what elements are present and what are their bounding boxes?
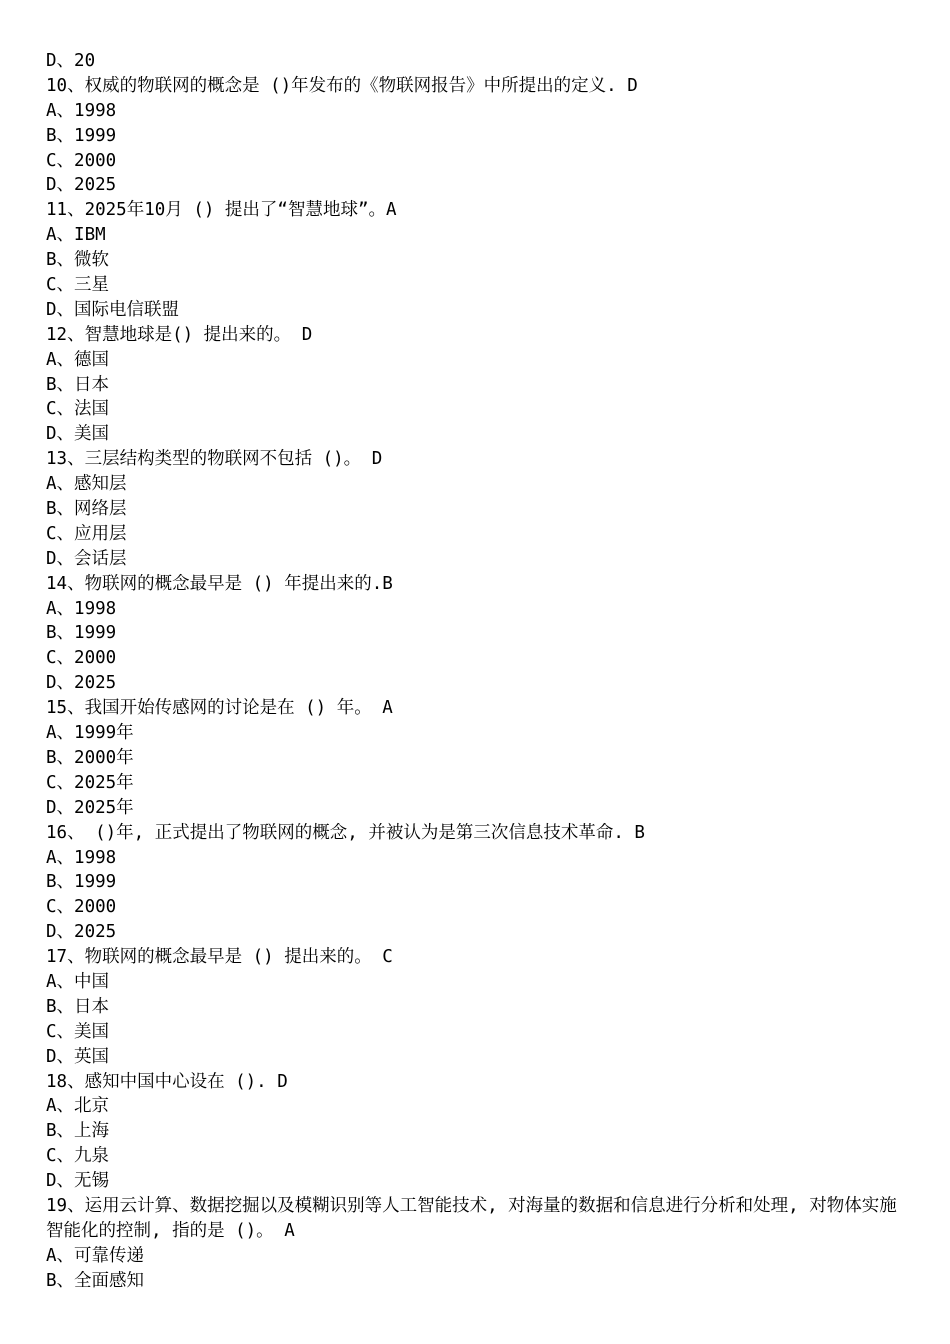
answer-option: A、可靠传递: [46, 1245, 145, 1266]
answer-option: C、2000: [46, 150, 117, 171]
answer-option: B、网络层: [46, 499, 127, 520]
answer-option: C、美国: [46, 1021, 110, 1042]
answer-option: D、20: [46, 51, 96, 71]
answer-option: D、2025: [46, 922, 117, 943]
answer-option: D、无锡: [46, 1171, 110, 1192]
answer-option: A、1998: [46, 598, 117, 619]
question-12: 12、智慧地球是() 提出来的。 D: [46, 324, 313, 345]
answer-option: B、日本: [46, 996, 110, 1017]
document-page: [46, 49, 906, 1294]
answer-option: B、上海: [46, 1121, 110, 1142]
answer-option: B、1999: [46, 872, 117, 893]
answer-option: B、2000年: [46, 747, 134, 768]
answer-option: D、会话层: [46, 548, 127, 569]
answer-option: C、2025年: [46, 772, 134, 793]
answer-option: A、感知层: [46, 474, 127, 495]
answer-option: B、全面感知: [46, 1270, 145, 1291]
answer-option: B、1999: [46, 623, 117, 644]
answer-option: A、1998: [46, 847, 117, 868]
question-18: 18、感知中国中心设在 (). D: [46, 1071, 288, 1092]
question-19: 19、运用云计算、数据挖掘以及模糊识别等人工智能技术, 对海量的数据和信息进行分析和处理, 对物体实施智能化的控制, 指的是 ()。 A: [46, 1195, 897, 1241]
answer-option: B、1999: [46, 125, 117, 146]
answer-option: D、2025: [46, 673, 117, 694]
question-10: 10、权威的物联网的概念是 ()年发布的《物联网报告》中所提出的定义. D: [46, 75, 638, 96]
answer-option: D、2025年: [46, 797, 134, 818]
answer-option: A、1999年: [46, 723, 134, 744]
question-11: 11、2025年10月 () 提出了“智慧地球”。A: [46, 200, 397, 221]
answer-option: B、微软: [46, 250, 110, 271]
answer-option: C、应用层: [46, 523, 127, 544]
question-14: 14、物联网的概念最早是 () 年提出来的.B: [46, 573, 393, 594]
question-17: 17、物联网的概念最早是 () 提出来的。 C: [46, 947, 393, 968]
answer-option: C、三星: [46, 275, 110, 296]
answer-option: C、2000: [46, 897, 117, 918]
answer-option: D、美国: [46, 424, 110, 445]
question-13: 13、三层结构类型的物联网不包括 ()。 D: [46, 449, 383, 470]
answer-option: C、九泉: [46, 1146, 110, 1167]
answer-option: A、IBM: [46, 225, 106, 246]
answer-option: A、中国: [46, 971, 110, 992]
answer-option: D、国际电信联盟: [46, 299, 180, 320]
question-15: 15、我国开始传感网的讨论是在 () 年。 A: [46, 698, 393, 719]
answer-option: A、北京: [46, 1096, 110, 1117]
answer-option: C、2000: [46, 648, 117, 669]
answer-option: D、英国: [46, 1046, 110, 1067]
answer-option: D、2025: [46, 175, 117, 196]
answer-option: A、德国: [46, 349, 110, 370]
answer-option: B、日本: [46, 374, 110, 395]
answer-option: A、1998: [46, 100, 117, 121]
question-16: 16、 ()年, 正式提出了物联网的概念, 并被认为是第三次信息技术革命. B: [46, 822, 645, 843]
answer-option: C、法国: [46, 399, 110, 420]
